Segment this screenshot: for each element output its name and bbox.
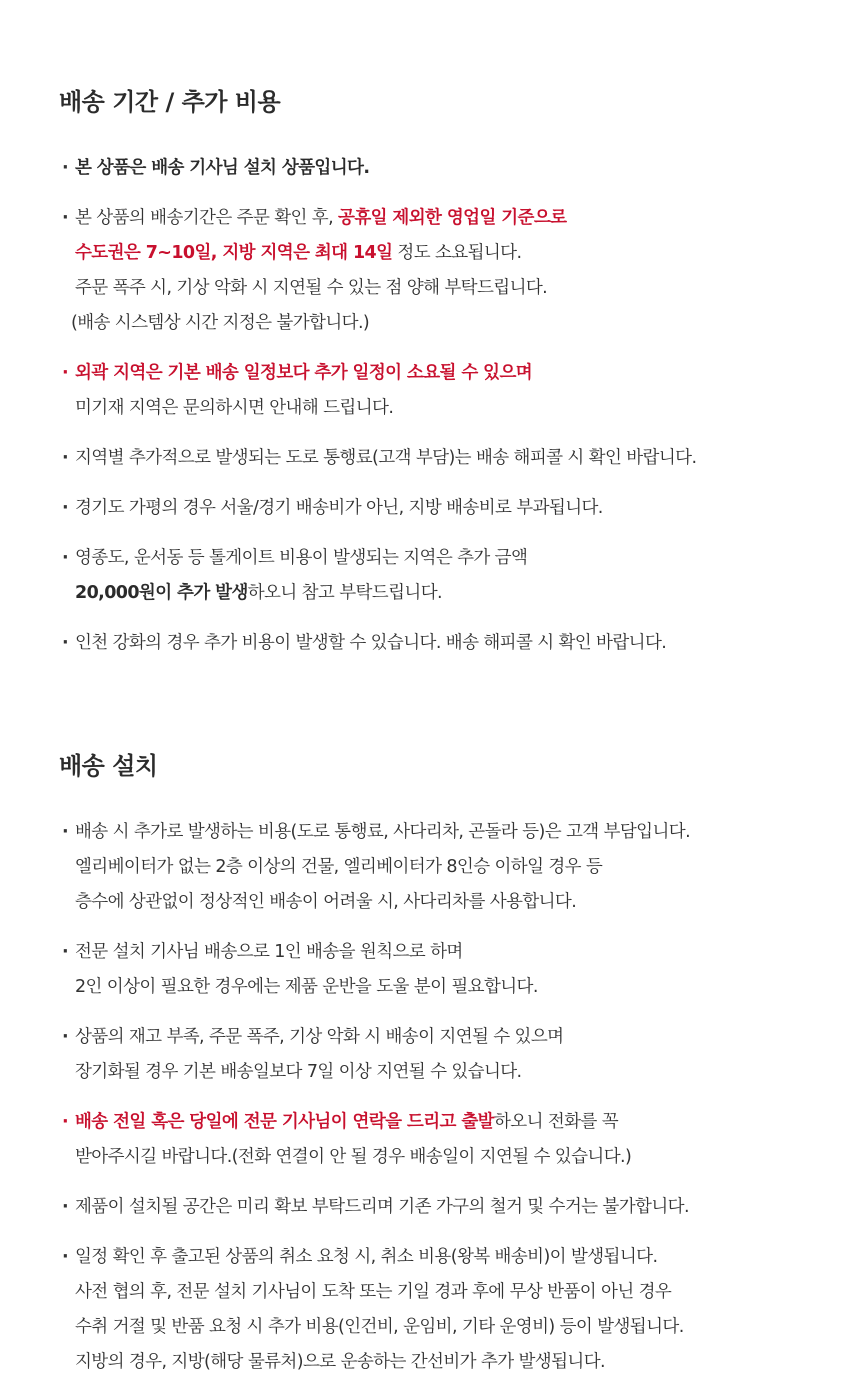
delivery-installation-section [59,748,839,1395]
delivery-period-section [59,84,839,676]
item-text-line: 엘리베이터가 없는 2층 이상의 건물, 엘리베이터가 8인승 이하일 경우 등 [75,857,603,877]
section-title-delivery-installation: 배송 설치 [59,752,158,780]
bullet: · [62,363,69,383]
list-item [59,1105,839,1175]
list-item [59,356,839,426]
item-text-line: 지방의 경우, 지방(해당 물류처)으로 운송하는 간선비가 추가 발생됩니다. [75,1352,605,1372]
item-text-line: 배송 전일 혹은 당일에 전문 기사님이 연락을 드리고 출발하오니 전화를 꼭 [75,1112,619,1132]
delivery-installation-list [59,815,839,1380]
bullet: · [62,822,69,842]
bullet: · [62,633,69,653]
bullet: · [62,1247,69,1267]
bullet: · [62,1027,69,1047]
bullet: · [62,1197,69,1217]
bullet: · [62,448,69,468]
item-text-line: 전문 설치 기사님 배송으로 1인 배송을 원칙으로 하며 [75,942,463,962]
bullet: · [62,1112,69,1132]
highlight-text: 수도권은 7~10일, 지방 지역은 최대 14일 [75,243,393,263]
item-text-line: 수취 거절 및 반품 요청 시 추가 비용(인건비, 운임비, 기타 운영비) 등이 발생됩니다. [75,1317,684,1337]
item-text-line: 20,000원이 추가 발생하오니 참고 부탁드립니다. [75,583,442,603]
highlight-text: 배송 전일 혹은 당일에 전문 기사님이 연락을 드리고 출발 [75,1112,494,1132]
list-item [59,1190,839,1225]
item-text-line: 상품의 재고 부족, 주문 폭주, 기상 악화 시 배송이 지연될 수 있으며 [75,1027,564,1047]
item-text-line: 미기재 지역은 문의하시면 안내해 드립니다. [75,398,394,418]
bullet: · [62,942,69,962]
item-text-line: (배송 시스템상 시간 지정은 불가합니다.) [71,313,370,333]
list-item [59,201,839,341]
highlight-text: 공휴일 제외한 영업일 기준으로 [338,208,567,228]
item-text-line: 배송 시 추가로 발생하는 비용(도로 통행료, 사다리차, 곤돌라 등)은 고객 부담입니다. [75,822,691,842]
list-item [59,1020,839,1090]
item-text-line: 주문 폭주 시, 기상 악화 시 지연될 수 있는 점 양해 부탁드립니다. [75,278,548,298]
item-text-line: 일정 확인 후 출고된 상품의 취소 요청 시, 취소 비용(왕복 배송비)이 발생됩니다. [75,1247,658,1267]
list-item [59,1240,839,1380]
bullet: · [62,208,69,228]
item-text-line: 수도권은 7~10일, 지방 지역은 최대 14일 정도 소요됩니다. [75,243,522,263]
item-text-line: 영종도, 운서동 등 톨게이트 비용이 발생되는 지역은 추가 금액 [75,548,528,568]
item-text-line: 층수에 상관없이 정상적인 배송이 어려울 시, 사다리차를 사용합니다. [75,892,577,912]
delivery-period-list [59,151,839,661]
item-text-line: 2인 이상이 필요한 경우에는 제품 운반을 도울 분이 필요합니다. [75,977,538,997]
list-item [59,491,839,526]
list-item [59,441,839,476]
list-item [59,541,839,611]
item-text-line: 사전 협의 후, 전문 설치 기사님이 도착 또는 기일 경과 후에 무상 반품이 아닌 경우 [75,1282,672,1302]
item-text: 제품이 설치될 공간은 미리 확보 부탁드리며 기존 가구의 철거 및 수거는 불가합니다. [75,1197,689,1217]
section-title-delivery-period: 배송 기간 / 추가 비용 [59,88,281,116]
item-text-line: 본 상품의 배송기간은 주문 확인 후, 공휴일 제외한 영업일 기준으로 [75,208,567,228]
item-text: 인천 강화의 경우 추가 비용이 발생할 수 있습니다. 배송 해피콜 시 확인 바랍니다. [75,633,667,653]
bullet: · [62,158,69,178]
bullet: · [62,498,69,518]
item-text: 본 상품은 배송 기사님 설치 상품입니다. [75,158,370,178]
list-item [59,626,839,661]
item-text-line: 장기화될 경우 기본 배송일보다 7일 이상 지연될 수 있습니다. [75,1062,522,1082]
item-text: 경기도 가평의 경우 서울/경기 배송비가 아닌, 지방 배송비로 부과됩니다. [75,498,603,518]
list-item [59,815,839,920]
item-text-line: 받아주시길 바랍니다.(전화 연결이 안 될 경우 배송일이 지연될 수 있습니다.) [75,1147,632,1167]
item-text: 지역별 추가적으로 발생되는 도로 통행료(고객 부담)는 배송 해피콜 시 확인 바랍니다. [75,448,697,468]
bullet: · [62,548,69,568]
list-item [59,151,839,186]
highlight-text: 외곽 지역은 기본 배송 일정보다 추가 일정이 소요될 수 있으며 [75,363,533,383]
bold-text: 20,000원이 추가 발생 [75,583,248,603]
list-item [59,935,839,1005]
